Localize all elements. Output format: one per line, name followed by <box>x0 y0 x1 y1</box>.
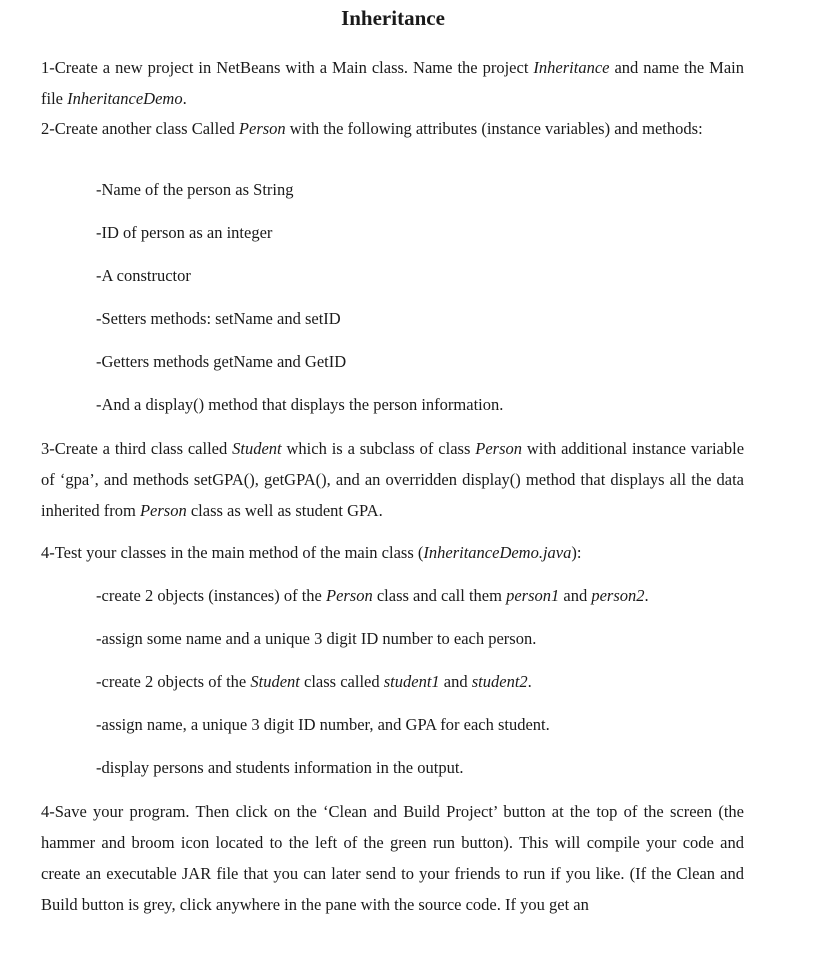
list-item: -ID of person as an integer <box>96 223 273 242</box>
list-item: -assign some name and a unique 3 digit ID number to each person. <box>96 629 537 648</box>
list-item: -Getters methods getName and GetID <box>96 352 347 371</box>
step-1-paragraph: 1-Create a new project in NetBeans with a Main class. Name the project Inheritance and name the Main file InheritanceDemo. <box>41 58 744 108</box>
list-item: -create 2 objects (instances) of the Person class and call them person1 and person2. <box>96 586 649 605</box>
list-item: -Setters methods: setName and setID <box>96 309 341 328</box>
step-3-paragraph: 3-Create a third class called Student which is a subclass of class Person with additional instance variable of ‘gpa’, and methods setGPA(), getGPA(), and an overridden display() method that displays all the data inherited from Person class as well as student GPA. <box>41 439 745 520</box>
list-item: -And a display() method that displays the person information. <box>96 395 504 414</box>
person-class-name: Person <box>238 119 286 138</box>
list-item: -create 2 objects of the Student class called student1 and student2. <box>96 672 532 691</box>
list-item: -Name of the person as String <box>96 180 294 199</box>
list-item: -assign name, a unique 3 digit ID number, and GPA for each student. <box>96 715 550 734</box>
demo-file-name: InheritanceDemo.java <box>423 543 572 562</box>
page-title: Inheritance <box>341 6 445 30</box>
main-file-name: InheritanceDemo <box>67 89 183 108</box>
list-item: -display persons and students information in the output. <box>96 758 464 777</box>
project-name: Inheritance <box>533 58 610 77</box>
step-5-paragraph: 4-Save your program. Then click on the ‘Clean and Build Project’ button at the top of the screen (the hammer and broom icon located to the left of the green run button). This will compile your code and create an executable JAR file that you can later send to your friends to run if you like. (If the Clean and Build button is grey, click anywhere in the pane with the source code. If you get an <box>41 802 744 914</box>
list-item: -A constructor <box>96 266 191 285</box>
step-4-paragraph: 4-Test your classes in the main method of the main class (InheritanceDemo.java): <box>41 543 582 562</box>
step-2-paragraph: 2-Create another class Called Person with the following attributes (instance variables) and methods: <box>41 119 703 138</box>
